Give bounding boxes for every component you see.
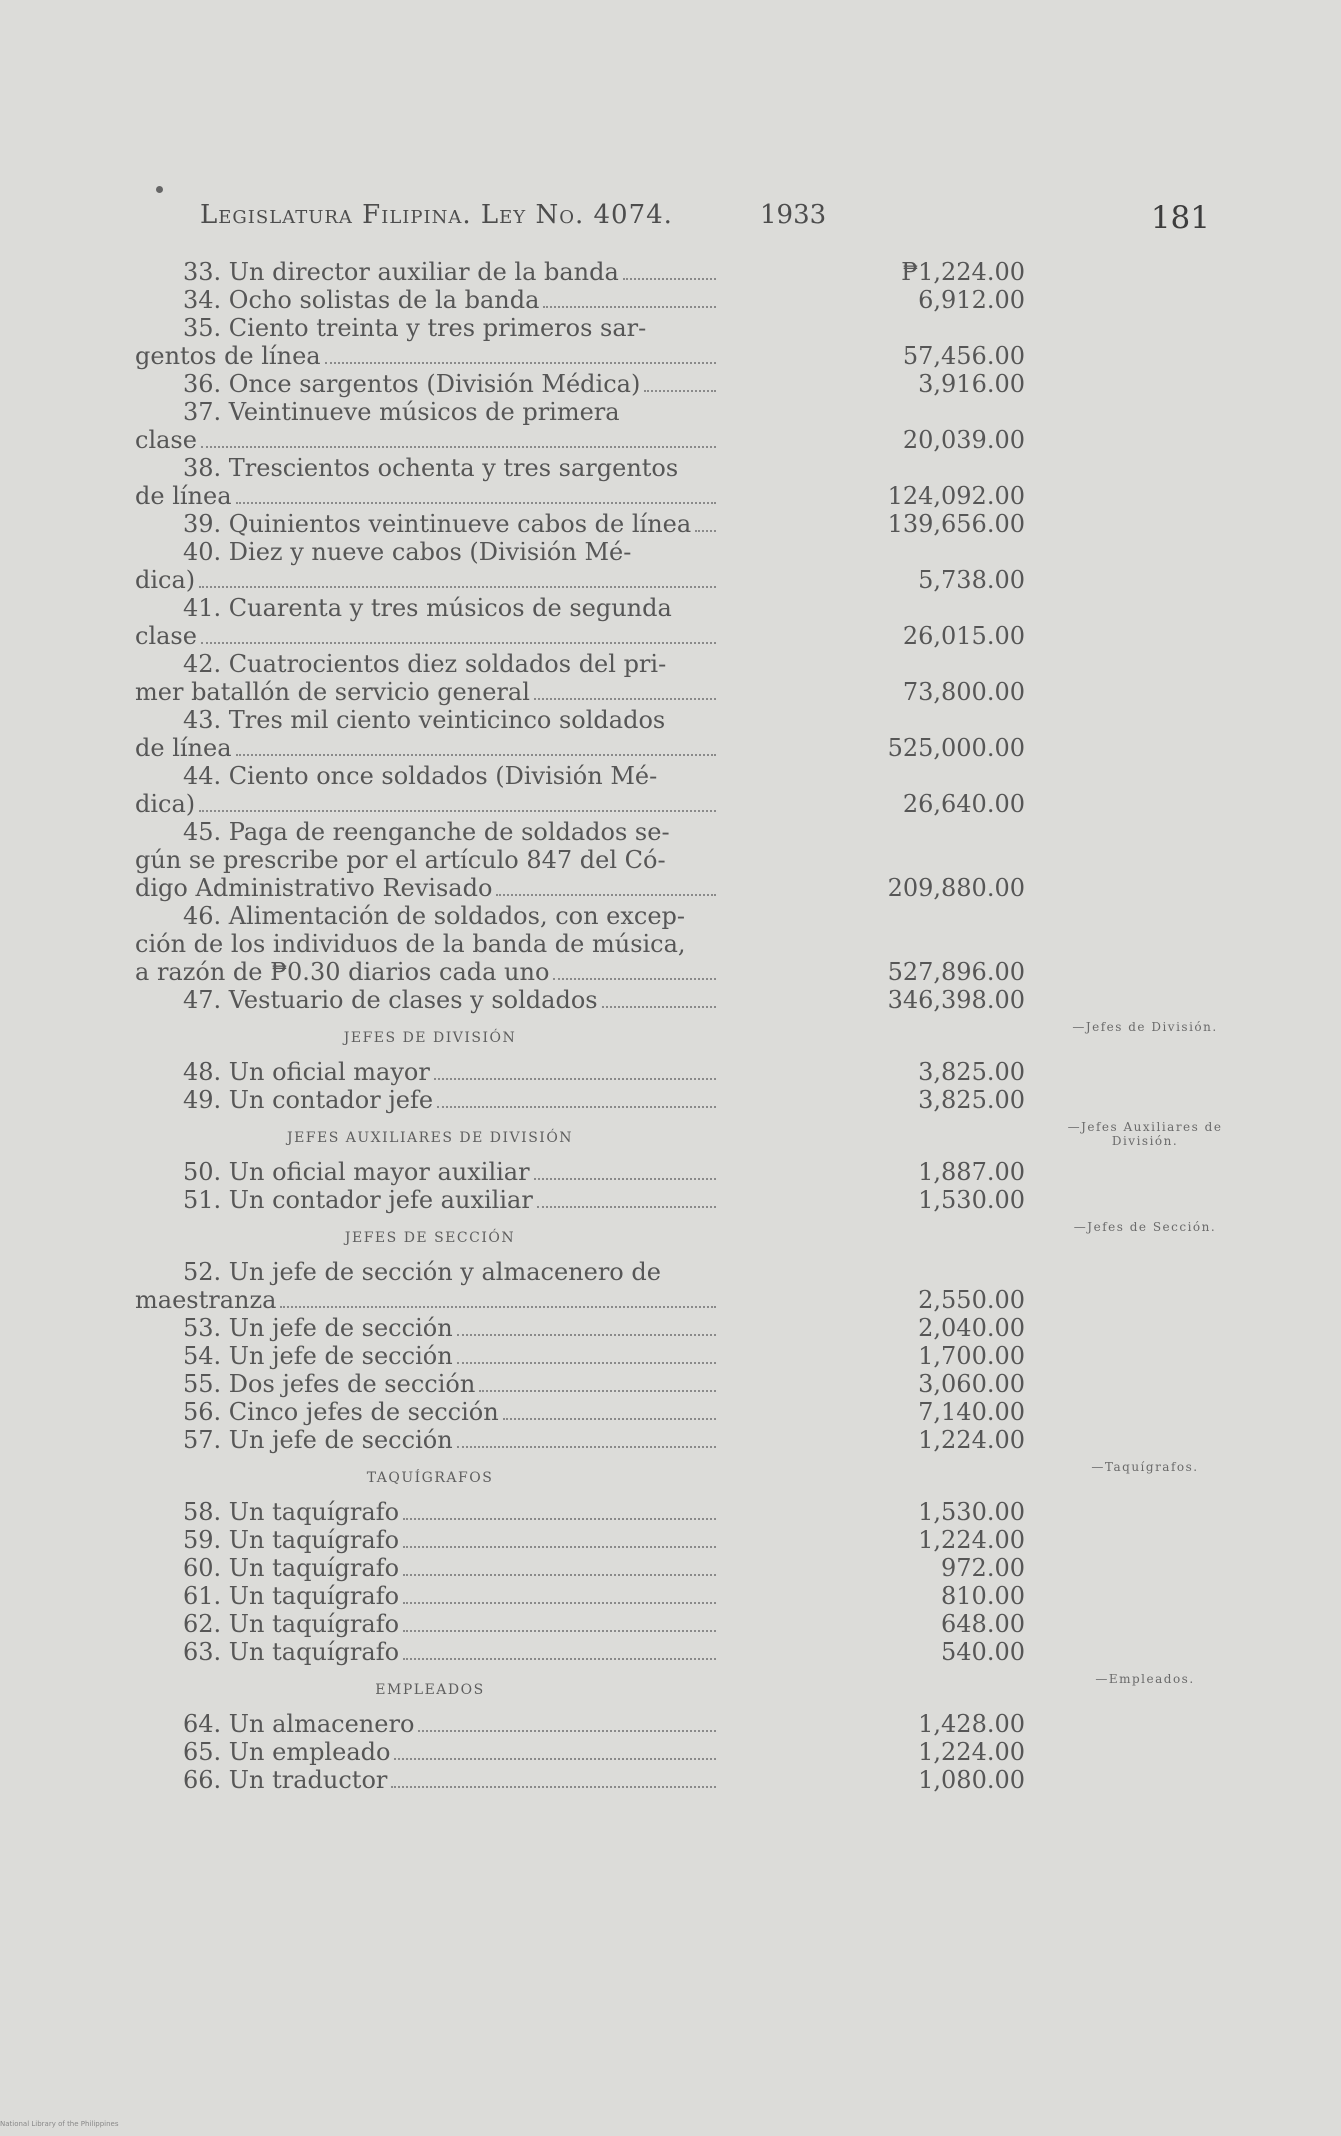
- item-description: [135, 538, 720, 594]
- dot-leader: [695, 530, 716, 532]
- section-heading-text: TAQUÍGRAFOS: [366, 1470, 494, 1486]
- item-text-line: 35. Ciento treinta y tres primeros sar-: [183, 314, 647, 342]
- bullet-mark: [156, 186, 163, 193]
- line-item: [135, 1426, 1235, 1454]
- line-item: [135, 398, 1235, 454]
- dot-leader: [201, 446, 716, 448]
- item-description: [135, 1398, 720, 1426]
- dot-leader: [403, 1546, 716, 1548]
- line-item: [135, 1526, 1235, 1554]
- item-text-line: mer batallón de servicio general: [135, 678, 530, 706]
- line-item: [135, 370, 1235, 398]
- item-amount: 1,224.00: [918, 1426, 1025, 1454]
- dot-leader: [236, 502, 716, 504]
- line-item: [135, 1258, 1235, 1314]
- item-amount: 124,092.00: [887, 482, 1025, 510]
- item-amount: 2,550.00: [918, 1286, 1025, 1314]
- item-text-line: dica): [135, 790, 196, 818]
- line-item: [135, 762, 1235, 818]
- item-text-line: 52. Un jefe de sección y almacenero de: [183, 1258, 661, 1286]
- line-item: [135, 1610, 1235, 1638]
- item-amount: ₱1,224.00: [901, 258, 1025, 286]
- item-text-line: 34. Ocho solistas de la banda: [183, 286, 540, 314]
- margin-note: —Taquígrafos.: [1091, 1460, 1199, 1474]
- item-text-line: 43. Tres mil ciento veinticinco soldados: [183, 706, 666, 734]
- dot-leader: [201, 642, 716, 644]
- item-amount: 1,530.00: [918, 1498, 1025, 1526]
- item-amount: 26,015.00: [902, 622, 1025, 650]
- dot-leader: [534, 698, 716, 700]
- dot-leader: [553, 978, 716, 980]
- dot-leader: [434, 1078, 716, 1080]
- line-item: [135, 1186, 1235, 1214]
- line-item: [135, 1314, 1235, 1342]
- section-heading: [135, 1014, 1218, 1058]
- item-text-line: 54. Un jefe de sección: [183, 1342, 453, 1370]
- line-item: [135, 1158, 1235, 1186]
- item-amount: 346,398.00: [887, 986, 1025, 1014]
- item-text-line: 59. Un taquígrafo: [183, 1526, 400, 1554]
- line-item: [135, 1738, 1235, 1766]
- item-amount: 648.00: [941, 1610, 1025, 1638]
- item-text-line: 46. Alimentación de soldados, con excep-: [183, 902, 686, 930]
- dot-leader: [496, 894, 716, 896]
- item-text-line: 65. Un empleado: [183, 1738, 391, 1766]
- item-description: [135, 1342, 720, 1370]
- dot-leader: [199, 586, 716, 588]
- item-amount: 525,000.00: [887, 734, 1025, 762]
- item-description: [135, 706, 720, 762]
- line-item: [135, 510, 1235, 538]
- item-amount: 3,060.00: [918, 1370, 1025, 1398]
- item-description: [135, 286, 720, 314]
- dot-leader: [280, 1306, 716, 1308]
- dot-leader: [403, 1518, 716, 1520]
- item-description: [135, 1058, 720, 1086]
- item-text-line: clase: [135, 426, 197, 454]
- item-description: [135, 1526, 720, 1554]
- section-heading: [135, 1214, 1217, 1258]
- item-text-line: 56. Cinco jefes de sección: [183, 1398, 499, 1426]
- item-amount: 3,916.00: [918, 370, 1025, 398]
- item-amount: 6,912.00: [918, 286, 1025, 314]
- item-text-line: 41. Cuarenta y tres músicos de segunda: [183, 594, 672, 622]
- dot-leader: [457, 1334, 716, 1336]
- item-text-line: 49. Un contador jefe: [183, 1086, 434, 1114]
- dot-leader: [623, 278, 716, 280]
- item-description: [135, 258, 720, 286]
- item-amount: 209,880.00: [887, 874, 1025, 902]
- item-description: [135, 314, 720, 370]
- dot-leader: [325, 362, 716, 364]
- line-item: [135, 538, 1235, 594]
- item-amount: 2,040.00: [918, 1314, 1025, 1342]
- item-description: [135, 1186, 720, 1214]
- appropriation-list: [135, 258, 1235, 1794]
- item-description: [135, 594, 720, 650]
- item-amount: 7,140.00: [918, 1398, 1025, 1426]
- dot-leader: [418, 1730, 716, 1732]
- item-amount: 1,887.00: [918, 1158, 1025, 1186]
- item-text-line: 66. Un traductor: [183, 1766, 388, 1794]
- item-description: [135, 1610, 720, 1638]
- item-amount: 972.00: [941, 1554, 1025, 1582]
- item-text-line: 39. Quinientos veintinueve cabos de línea: [183, 510, 692, 538]
- dot-leader: [543, 306, 716, 308]
- item-text-line: 40. Diez y nueve cabos (División Mé-: [183, 538, 632, 566]
- item-text-line: 63. Un taquígrafo: [183, 1638, 400, 1666]
- item-text-line: gún se prescribe por el artículo 847 del Có-: [135, 846, 666, 874]
- item-amount: 1,080.00: [918, 1766, 1025, 1794]
- header-title: Legislatura Filipina. Ley No. 4074.: [200, 200, 673, 230]
- line-item: [135, 706, 1235, 762]
- dot-leader: [403, 1574, 716, 1576]
- item-description: [135, 1370, 720, 1398]
- line-item: [135, 594, 1235, 650]
- item-text-line: gentos de línea: [135, 342, 321, 370]
- item-amount: 1,700.00: [918, 1342, 1025, 1370]
- line-item: [135, 818, 1235, 902]
- item-amount: 527,896.00: [887, 958, 1025, 986]
- item-amount: 1,428.00: [918, 1710, 1025, 1738]
- item-amount: 26,640.00: [902, 790, 1025, 818]
- item-text-line: 37. Veintinueve músicos de primera: [183, 398, 620, 426]
- item-text-line: 33. Un director auxiliar de la banda: [183, 258, 619, 286]
- item-amount: 1,224.00: [918, 1738, 1025, 1766]
- item-amount: 810.00: [941, 1582, 1025, 1610]
- line-item: [135, 258, 1235, 286]
- page-number: 181: [1150, 200, 1210, 236]
- item-description: [135, 1710, 720, 1738]
- item-text-line: 44. Ciento once soldados (División Mé-: [183, 762, 658, 790]
- item-text-line: 36. Once sargentos (División Médica): [183, 370, 641, 398]
- section-heading-text: JEFES DE SECCIÓN: [344, 1230, 516, 1246]
- item-amount: 540.00: [941, 1638, 1025, 1666]
- item-description: [135, 1738, 720, 1766]
- item-text-line: 50. Un oficial mayor auxiliar: [183, 1158, 530, 1186]
- item-text-line: 51. Un contador jefe auxiliar: [183, 1186, 533, 1214]
- item-description: [135, 1554, 720, 1582]
- dot-leader: [403, 1602, 716, 1604]
- item-amount: 1,530.00: [918, 1186, 1025, 1214]
- item-text-line: de línea: [135, 734, 232, 762]
- item-text-line: 47. Vestuario de clases y soldados: [183, 986, 598, 1014]
- item-description: [135, 510, 720, 538]
- section-heading-text: JEFES DE DIVISIÓN: [343, 1030, 517, 1046]
- line-item: [135, 1554, 1235, 1582]
- dot-leader: [457, 1446, 716, 1448]
- dot-leader: [479, 1390, 716, 1392]
- item-text-line: de línea: [135, 482, 232, 510]
- dot-leader: [644, 390, 716, 392]
- line-item: [135, 1498, 1235, 1526]
- line-item: [135, 986, 1235, 1014]
- item-text-line: dica): [135, 566, 196, 594]
- item-amount: 73,800.00: [902, 678, 1025, 706]
- item-amount: 139,656.00: [887, 510, 1025, 538]
- running-header: [200, 200, 1210, 240]
- line-item: [135, 1638, 1235, 1666]
- item-description: [135, 1766, 720, 1794]
- dot-leader: [534, 1178, 716, 1180]
- item-amount: 3,825.00: [918, 1086, 1025, 1114]
- section-heading-text: JEFES AUXILIARES DE DIVISIÓN: [286, 1130, 574, 1146]
- item-text-line: 64. Un almacenero: [183, 1710, 415, 1738]
- item-text-line: 55. Dos jefes de sección: [183, 1370, 476, 1398]
- item-amount: 1,224.00: [918, 1526, 1025, 1554]
- dot-leader: [457, 1362, 716, 1364]
- section-heading: [135, 1666, 1195, 1710]
- item-description: [135, 1638, 720, 1666]
- line-item: [135, 1398, 1235, 1426]
- line-item: [135, 902, 1235, 986]
- line-item: [135, 314, 1235, 370]
- item-text-line: 58. Un taquígrafo: [183, 1498, 400, 1526]
- item-text-line: digo Administrativo Revisado: [135, 874, 493, 902]
- header-year: 1933: [760, 200, 827, 230]
- item-description: [135, 902, 720, 986]
- dot-leader: [403, 1630, 716, 1632]
- dot-leader: [391, 1786, 716, 1788]
- item-description: [135, 650, 720, 706]
- item-text-line: 53. Un jefe de sección: [183, 1314, 453, 1342]
- line-item: [135, 1086, 1235, 1114]
- item-description: [135, 1086, 720, 1114]
- item-description: [135, 986, 720, 1014]
- section-heading-text: EMPLEADOS: [375, 1682, 485, 1698]
- item-description: [135, 1498, 720, 1526]
- margin-note: —Jefes Auxiliares de División.: [1067, 1120, 1223, 1148]
- item-text-line: 45. Paga de reenganche de soldados se-: [183, 818, 670, 846]
- line-item: [135, 1058, 1235, 1086]
- dot-leader: [537, 1206, 716, 1208]
- item-text-line: a razón de ₱0.30 diarios cada uno: [135, 958, 550, 986]
- item-text-line: ción de los individuos de la banda de música,: [135, 930, 686, 958]
- line-item: [135, 286, 1235, 314]
- dot-leader: [394, 1758, 716, 1760]
- item-text-line: maestranza: [135, 1286, 277, 1314]
- item-description: [135, 454, 720, 510]
- dot-leader: [503, 1418, 716, 1420]
- item-description: [135, 1158, 720, 1186]
- item-text-line: 62. Un taquígrafo: [183, 1610, 400, 1638]
- dot-leader: [236, 754, 716, 756]
- item-description: [135, 1314, 720, 1342]
- item-text-line: 57. Un jefe de sección: [183, 1426, 453, 1454]
- section-heading: [135, 1114, 1223, 1158]
- line-item: [135, 1710, 1235, 1738]
- item-description: [135, 370, 720, 398]
- line-item: [135, 454, 1235, 510]
- line-item: [135, 1582, 1235, 1610]
- item-amount: 3,825.00: [918, 1058, 1025, 1086]
- item-text-line: 42. Cuatrocientos diez soldados del pri-: [183, 650, 667, 678]
- line-item: [135, 650, 1235, 706]
- dot-leader: [403, 1658, 716, 1660]
- item-amount: 5,738.00: [918, 566, 1025, 594]
- item-description: [135, 818, 720, 902]
- item-amount: 57,456.00: [902, 342, 1025, 370]
- scan-footer: National Library of the Philippines: [0, 2120, 119, 2128]
- item-text-line: clase: [135, 622, 197, 650]
- margin-note: —Jefes de Sección.: [1073, 1220, 1217, 1234]
- line-item: [135, 1766, 1235, 1794]
- item-text-line: 38. Trescientos ochenta y tres sargentos: [183, 454, 679, 482]
- dot-leader: [199, 810, 716, 812]
- dot-leader: [437, 1106, 716, 1108]
- item-text-line: 61. Un taquígrafo: [183, 1582, 400, 1610]
- item-amount: 20,039.00: [902, 426, 1025, 454]
- item-text-line: 60. Un taquígrafo: [183, 1554, 400, 1582]
- item-description: [135, 398, 720, 454]
- item-description: [135, 1258, 720, 1314]
- item-description: [135, 1582, 720, 1610]
- item-description: [135, 762, 720, 818]
- margin-note: —Jefes de División.: [1072, 1020, 1218, 1034]
- item-text-line: 48. Un oficial mayor: [183, 1058, 430, 1086]
- margin-note: —Empleados.: [1095, 1672, 1195, 1686]
- section-heading: [135, 1454, 1199, 1498]
- item-description: [135, 1426, 720, 1454]
- dot-leader: [602, 1006, 716, 1008]
- line-item: [135, 1342, 1235, 1370]
- line-item: [135, 1370, 1235, 1398]
